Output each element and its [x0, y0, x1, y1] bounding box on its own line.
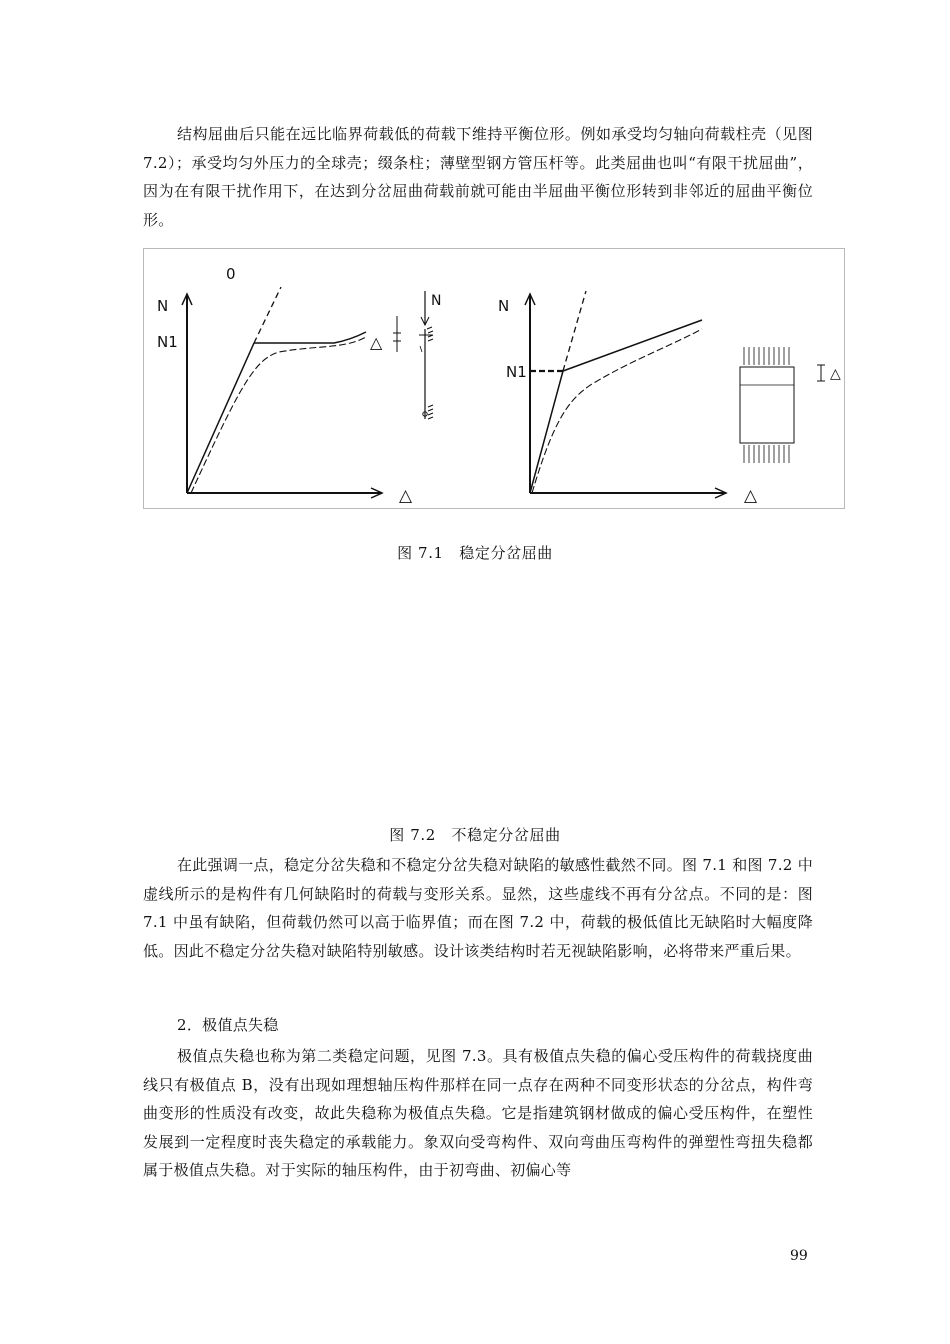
- right-label-delta-side: △: [830, 366, 841, 382]
- left-imperfect-curve: [191, 337, 366, 493]
- figure-7-1: [143, 248, 845, 509]
- left-label-delta-side: △: [370, 333, 383, 352]
- page-number: 99: [790, 1248, 808, 1264]
- caption-figure-7-2: 图 7.2 不稳定分岔屈曲: [389, 826, 561, 844]
- shell-bottom-loads: [744, 445, 789, 463]
- right-post-buckling-curve: [563, 320, 702, 371]
- figure-7-1-drawing: [144, 249, 846, 510]
- paragraph-imperfection-sensitivity: 在此强调一点，稳定分岔失稳和不稳定分岔失稳对缺陷的敏感性截然不同。图 7.1 和图 7.2 中虚线所示的是构件有几何缺陷时的荷载与变形关系。显然，这些虚线不再有分岔点。不同的是：图 7.1 中虽有缺陷，但荷载仍然可以高于临界值；而在图 7.2 中，荷载的极低值比无缺陷时大幅度降低。因此不稳定分岔失稳对缺陷特别敏感。设计该类结构时若无视缺陷影响，必将带来严重后果。: [143, 856, 813, 960]
- shell-top-loads: [744, 347, 789, 365]
- paragraph-limit-point-instability: 极值点失稳也称为第二类稳定问题，见图 7.3。具有极值点失稳的偏心受压构件的荷载挠度曲线只有极值点 B，没有出现如理想轴压构件那样在同一点存在两种不同变形状态的分岔点，构件弯曲变形的性质没有改变，故此失稳称为极值点失稳。它是指建筑钢材做成的偏心受压构件，在塑性发展到一定程度时丧失稳定的承载能力。象双向受弯构件、双向弯曲压弯构件的弹塑性弯扭失稳都属于极值点失稳。对于实际的轴压构件，由于初弯曲、初偏心等: [143, 1047, 813, 1179]
- paragraph-finite-disturbance: 结构屈曲后只能在远比临界荷载低的荷载下维持平衡位形。例如承受均匀轴向荷载柱壳（见图 7.2）；承受均匀外压力的全球壳；缀条柱；薄壁型钢方管压杆等。此类屈曲也叫“有限干扰屈曲”，因为在有限干扰作用下，在达到分岔屈曲荷载前就可能由半屈曲平衡位形转到非邻近的屈曲平衡位形。: [143, 125, 813, 229]
- left-label-top: 0: [226, 265, 236, 283]
- column-top-support: [419, 327, 433, 341]
- left-label-n1: N1: [157, 333, 178, 351]
- right-label-n-axis: N: [498, 297, 510, 315]
- left-label-delta-axis: △: [399, 486, 413, 506]
- left-diagram: [182, 287, 433, 498]
- right-labels: [498, 297, 841, 506]
- left-linear-path: [187, 343, 254, 493]
- right-imperfect-curve: [532, 329, 702, 493]
- column-bottom-support: [428, 405, 433, 419]
- right-linear-extension: [563, 291, 586, 371]
- right-label-delta-axis: △: [744, 486, 758, 506]
- left-labels: [157, 265, 441, 506]
- caption-figure-7-1: 图 7.1 稳定分岔屈曲: [397, 544, 553, 562]
- left-post-buckling-curve: [254, 332, 366, 343]
- left-label-load: N: [431, 293, 442, 309]
- right-linear-path: [530, 371, 563, 493]
- shell-body: [740, 367, 794, 443]
- left-linear-extension: [254, 287, 281, 343]
- right-label-n1: N1: [506, 363, 527, 381]
- left-label-n-axis: N: [157, 297, 169, 315]
- section-heading-limit-point: 2．极值点失稳: [177, 1016, 279, 1034]
- right-diagram: [525, 291, 825, 498]
